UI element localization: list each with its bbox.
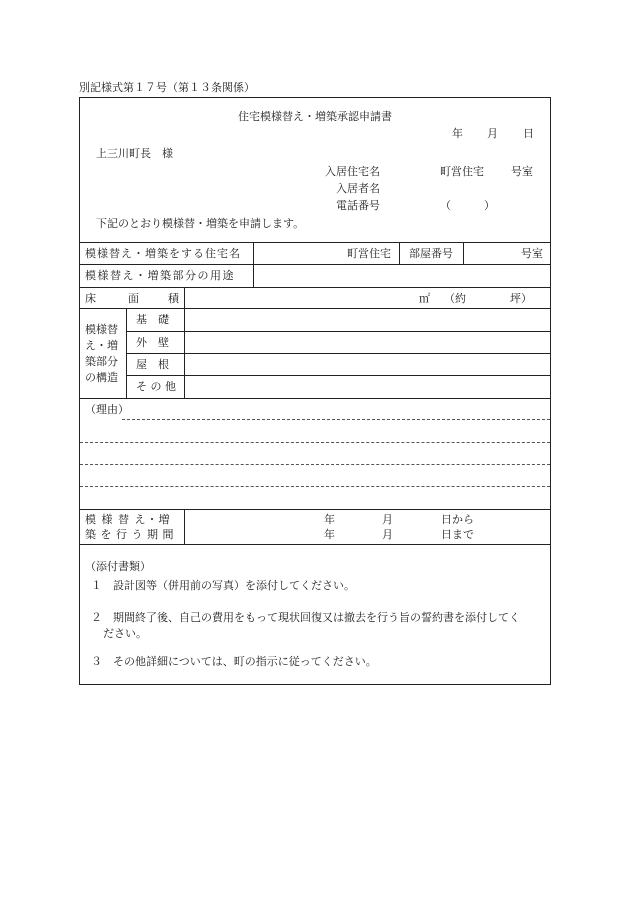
attachment-2-text: 期間終了後、自己の費用をもって現状回復又は撤去を行う旨の誓約書を添付してく bbox=[113, 611, 520, 624]
attachments-heading: （添付書類） bbox=[85, 560, 151, 573]
period-from-year: 年 bbox=[324, 513, 335, 526]
structure-label-1: 模様替 bbox=[85, 323, 118, 336]
row-line bbox=[79, 264, 551, 265]
phone-paren: （ ） bbox=[440, 199, 495, 212]
floor-tsubo: 坪） bbox=[510, 292, 532, 305]
row-line bbox=[79, 308, 551, 309]
floor-approx: （約 bbox=[444, 292, 466, 305]
reason-line bbox=[80, 464, 550, 465]
floor-unit: ㎡ bbox=[419, 292, 430, 305]
reason-line bbox=[122, 419, 550, 420]
col-line bbox=[253, 264, 254, 287]
attachment-2-text-cont: ださい。 bbox=[103, 627, 147, 640]
col-line bbox=[399, 242, 400, 264]
period-to-month: 月 bbox=[382, 528, 393, 541]
residence-label: 入居住宅名 bbox=[325, 165, 380, 178]
use-label: 模様替え・増築部分の用途 bbox=[85, 269, 235, 282]
col-line bbox=[126, 308, 127, 398]
row-line bbox=[79, 287, 551, 288]
col-line bbox=[184, 509, 185, 544]
col-line bbox=[184, 287, 185, 398]
reason-line bbox=[80, 442, 550, 443]
form-number: 別記様式第１７号（第１３条関係） bbox=[79, 81, 255, 94]
room-number-label: 部屋番号 bbox=[409, 247, 453, 260]
intro-text: 下記のとおり模様替・増築を申請します。 bbox=[96, 217, 305, 230]
attachment-3-num: ３ bbox=[91, 655, 102, 668]
reason-label: （理由） bbox=[85, 403, 129, 416]
attachment-3-text: その他詳細については、町の指示に従ってください。 bbox=[113, 655, 377, 668]
structure-label-4: の構造 bbox=[85, 371, 118, 384]
residence-value: 町営住宅 bbox=[440, 165, 484, 178]
col-line bbox=[253, 242, 254, 264]
house-label: 模様替え・増築をする住宅名 bbox=[85, 247, 241, 260]
row-line bbox=[126, 353, 551, 354]
col-line bbox=[463, 242, 464, 264]
structure-foundation: 基 礎 bbox=[136, 313, 169, 326]
attachment-1-num: １ bbox=[91, 579, 102, 592]
attachment-2-num: ２ bbox=[91, 611, 102, 624]
structure-other: そ の 他 bbox=[136, 380, 176, 393]
row-line bbox=[79, 544, 551, 545]
phone-label: 電話番号 bbox=[336, 199, 380, 212]
date-day: 日 bbox=[523, 127, 534, 140]
row-line bbox=[79, 509, 551, 510]
document-title: 住宅模様替え・増築承認申請書 bbox=[238, 110, 392, 123]
period-label-1: 模 様 替 え・増 bbox=[85, 513, 171, 526]
period-from-month: 月 bbox=[382, 513, 393, 526]
structure-label-2: え・増 bbox=[85, 339, 118, 352]
date-month: 月 bbox=[487, 127, 498, 140]
floor-label-1: 床 bbox=[85, 292, 96, 305]
room-number-suffix: 号室 bbox=[521, 247, 543, 260]
date-year: 年 bbox=[452, 127, 463, 140]
reason-line bbox=[80, 486, 550, 487]
house-town: 町営住宅 bbox=[347, 247, 391, 260]
resident-label: 入居者名 bbox=[336, 182, 380, 195]
row-line bbox=[126, 331, 551, 332]
period-to-year: 年 bbox=[324, 528, 335, 541]
floor-label-3: 積 bbox=[168, 292, 179, 305]
structure-outer-wall: 外 壁 bbox=[136, 336, 169, 349]
addressee: 上三川町長 様 bbox=[96, 147, 173, 160]
row-line bbox=[79, 242, 551, 243]
residence-room-suffix: 号室 bbox=[511, 165, 533, 178]
floor-label-2: 面 bbox=[128, 292, 139, 305]
structure-label-3: 築部分 bbox=[85, 355, 118, 368]
row-line bbox=[79, 398, 551, 399]
row-line bbox=[126, 375, 551, 376]
period-to-day: 日まで bbox=[441, 528, 474, 541]
structure-roof: 屋 根 bbox=[136, 358, 169, 371]
period-label-2: 築 を 行 う 期 間 bbox=[85, 528, 174, 541]
attachment-1-text: 設計図等（併用前の写真）を添付してください。 bbox=[113, 579, 355, 592]
period-from-day: 日から bbox=[441, 513, 474, 526]
